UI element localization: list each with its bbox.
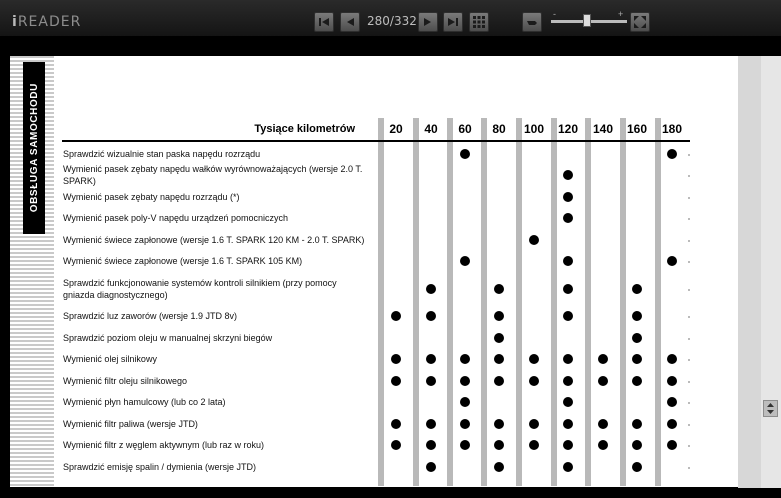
- service-mark: [426, 462, 436, 472]
- column-header-km: 180: [661, 122, 683, 136]
- service-mark: [494, 376, 504, 386]
- service-mark: [563, 376, 573, 386]
- service-mark: [426, 419, 436, 429]
- column-header-km: 140: [592, 122, 614, 136]
- row-edge-marker: [688, 289, 690, 291]
- service-mark: [632, 462, 642, 472]
- previous-page-button[interactable]: [340, 12, 360, 32]
- service-mark: [494, 440, 504, 450]
- service-mark: [563, 213, 573, 223]
- row-edge-marker: [688, 338, 690, 340]
- first-page-button[interactable]: [314, 12, 334, 32]
- table-row-label: Wymienić olej silnikowy: [63, 354, 157, 364]
- last-page-icon: [447, 17, 459, 27]
- row-edge-marker: [688, 175, 690, 177]
- app-logo: iREADER: [12, 14, 82, 30]
- row-edge-marker: [688, 261, 690, 263]
- service-mark: [460, 397, 470, 407]
- service-mark: [426, 311, 436, 321]
- table-row-label: Wymienić świece zapłonowe (wersje 1.6 T. SPARK 120 KM - 2.0 T. SPARK): [63, 235, 365, 245]
- scrollbar-thumb[interactable]: [763, 400, 778, 417]
- service-mark: [494, 354, 504, 364]
- column-divider: [620, 118, 626, 486]
- service-mark: [563, 419, 573, 429]
- table-row-label: Wymienić pasek poly-V napędu urządzeń pomocniczych: [63, 213, 289, 223]
- table-row-label: Sprawdzić emisję spalin / dymienia (wersje JTD): [63, 462, 257, 472]
- service-mark: [667, 376, 677, 386]
- column-divider: [481, 118, 487, 486]
- table-row-label: Sprawdzić luz zaworów (wersje 1.9 JTD 8v): [63, 311, 238, 321]
- bottom-bar: [0, 488, 781, 498]
- thumbnails-button[interactable]: [469, 12, 489, 32]
- row-edge-marker: [688, 316, 690, 318]
- table-row-label: Wymienić świece zapłonowe (wersje 1.6 T. SPARK 105 KM): [63, 256, 303, 266]
- service-mark: [426, 284, 436, 294]
- service-mark: [426, 440, 436, 450]
- fullscreen-icon: [634, 16, 646, 28]
- service-mark: [563, 284, 573, 294]
- table-header-label: Tysiące kilometrów: [254, 123, 355, 135]
- row-edge-marker: [688, 359, 690, 361]
- column-header-km: 60: [458, 122, 472, 136]
- zoom-in-label: +: [618, 9, 624, 19]
- row-edge-marker: [688, 197, 690, 199]
- page-indicator: 280/332: [367, 14, 417, 28]
- service-mark: [563, 462, 573, 472]
- row-edge-marker: [688, 424, 690, 426]
- column-divider: [413, 118, 419, 486]
- column-header-km: 120: [557, 122, 579, 136]
- column-header-km: 20: [389, 122, 403, 136]
- service-mark: [563, 256, 573, 266]
- service-mark: [598, 354, 608, 364]
- column-header-km: 80: [492, 122, 506, 136]
- pan-tool-button[interactable]: [522, 12, 542, 32]
- service-mark: [529, 419, 539, 429]
- service-mark: [460, 419, 470, 429]
- table-row-label: Wymienić pasek zębaty napędu rozrządu (*): [63, 192, 240, 202]
- service-mark: [667, 149, 677, 159]
- row-edge-marker: [688, 402, 690, 404]
- service-mark: [598, 419, 608, 429]
- service-mark: [391, 440, 401, 450]
- column-divider: [551, 118, 557, 486]
- service-mark: [667, 354, 677, 364]
- table-row-label: Wymienić filtr oleju silnikowego: [63, 376, 187, 386]
- service-mark: [391, 354, 401, 364]
- service-mark: [667, 397, 677, 407]
- service-mark: [529, 354, 539, 364]
- row-edge-marker: [688, 154, 690, 156]
- column-divider: [585, 118, 591, 486]
- column-divider: [378, 118, 384, 486]
- table-header-rule: [62, 140, 690, 142]
- table-row-label: Wymienić pasek zębaty napędu wałków wyrównoważających (wersje 2.0 T. SPARK): [63, 164, 363, 186]
- service-mark: [563, 354, 573, 364]
- previous-icon: [345, 17, 355, 27]
- grid-icon: [473, 16, 485, 28]
- service-mark: [563, 192, 573, 202]
- row-edge-marker: [688, 218, 690, 220]
- fullscreen-button[interactable]: [630, 12, 650, 32]
- next-page-button[interactable]: [418, 12, 438, 32]
- service-mark: [632, 333, 642, 343]
- service-mark: [632, 376, 642, 386]
- service-mark: [391, 419, 401, 429]
- row-edge-marker: [688, 445, 690, 447]
- service-mark: [632, 311, 642, 321]
- service-mark: [460, 440, 470, 450]
- service-mark: [667, 419, 677, 429]
- table-row-label: Sprawdzić funkcjonowanie systemów kontroli silnikiem (przy pomocy gniazda diagnostycznego): [63, 278, 337, 300]
- column-divider: [516, 118, 522, 486]
- service-mark: [529, 376, 539, 386]
- first-page-icon: [318, 17, 330, 27]
- service-mark: [494, 311, 504, 321]
- service-mark: [529, 440, 539, 450]
- service-mark: [667, 440, 677, 450]
- column-header-km: 100: [523, 122, 545, 136]
- service-mark: [563, 311, 573, 321]
- section-tab: [10, 56, 54, 487]
- column-header-km: 40: [424, 122, 438, 136]
- service-mark: [391, 376, 401, 386]
- service-mark: [563, 170, 573, 180]
- document-page: [10, 56, 738, 487]
- page-gutter: [738, 56, 761, 488]
- next-icon: [423, 17, 433, 27]
- service-mark: [563, 440, 573, 450]
- table-row-label: Wymienić filtr paliwa (wersje JTD): [63, 419, 198, 429]
- service-mark: [460, 149, 470, 159]
- vertical-scrollbar[interactable]: [761, 56, 781, 488]
- top-toolbar: [0, 0, 781, 40]
- service-mark: [391, 311, 401, 321]
- service-mark: [494, 462, 504, 472]
- service-mark: [667, 256, 677, 266]
- service-mark: [494, 333, 504, 343]
- column-header-km: 160: [626, 122, 648, 136]
- service-mark: [494, 284, 504, 294]
- table-row-label: Wymienić płyn hamulcowy (lub co 2 lata): [63, 397, 226, 407]
- section-label: OBSŁUGA SAMOCHODU: [28, 83, 40, 213]
- table-row-label: Sprawdzić poziom oleju w manualnej skrzyni biegów: [63, 333, 273, 343]
- last-page-button[interactable]: [443, 12, 463, 32]
- service-mark: [460, 376, 470, 386]
- hand-icon: [526, 17, 538, 27]
- table-row-label: Sprawdzić wizualnie stan paska napędu rozrządu: [63, 149, 261, 159]
- table-row-label: Wymienić filtr z węglem aktywnym (lub raz w roku): [63, 440, 264, 450]
- row-edge-marker: [688, 240, 690, 242]
- column-divider: [655, 118, 661, 486]
- service-mark: [598, 440, 608, 450]
- section-label-box: [23, 62, 45, 234]
- row-edge-marker: [688, 467, 690, 469]
- service-mark: [460, 354, 470, 364]
- service-mark: [632, 419, 642, 429]
- zoom-slider-handle[interactable]: [583, 14, 591, 27]
- service-mark: [632, 440, 642, 450]
- scroll-arrows-icon: [764, 401, 777, 416]
- column-divider: [447, 118, 453, 486]
- service-mark: [426, 376, 436, 386]
- service-mark: [529, 235, 539, 245]
- service-mark: [460, 256, 470, 266]
- service-mark: [563, 397, 573, 407]
- service-mark: [632, 284, 642, 294]
- service-mark: [632, 354, 642, 364]
- service-mark: [494, 419, 504, 429]
- zoom-out-label: -: [553, 9, 556, 19]
- row-edge-marker: [688, 381, 690, 383]
- service-mark: [426, 354, 436, 364]
- service-mark: [598, 376, 608, 386]
